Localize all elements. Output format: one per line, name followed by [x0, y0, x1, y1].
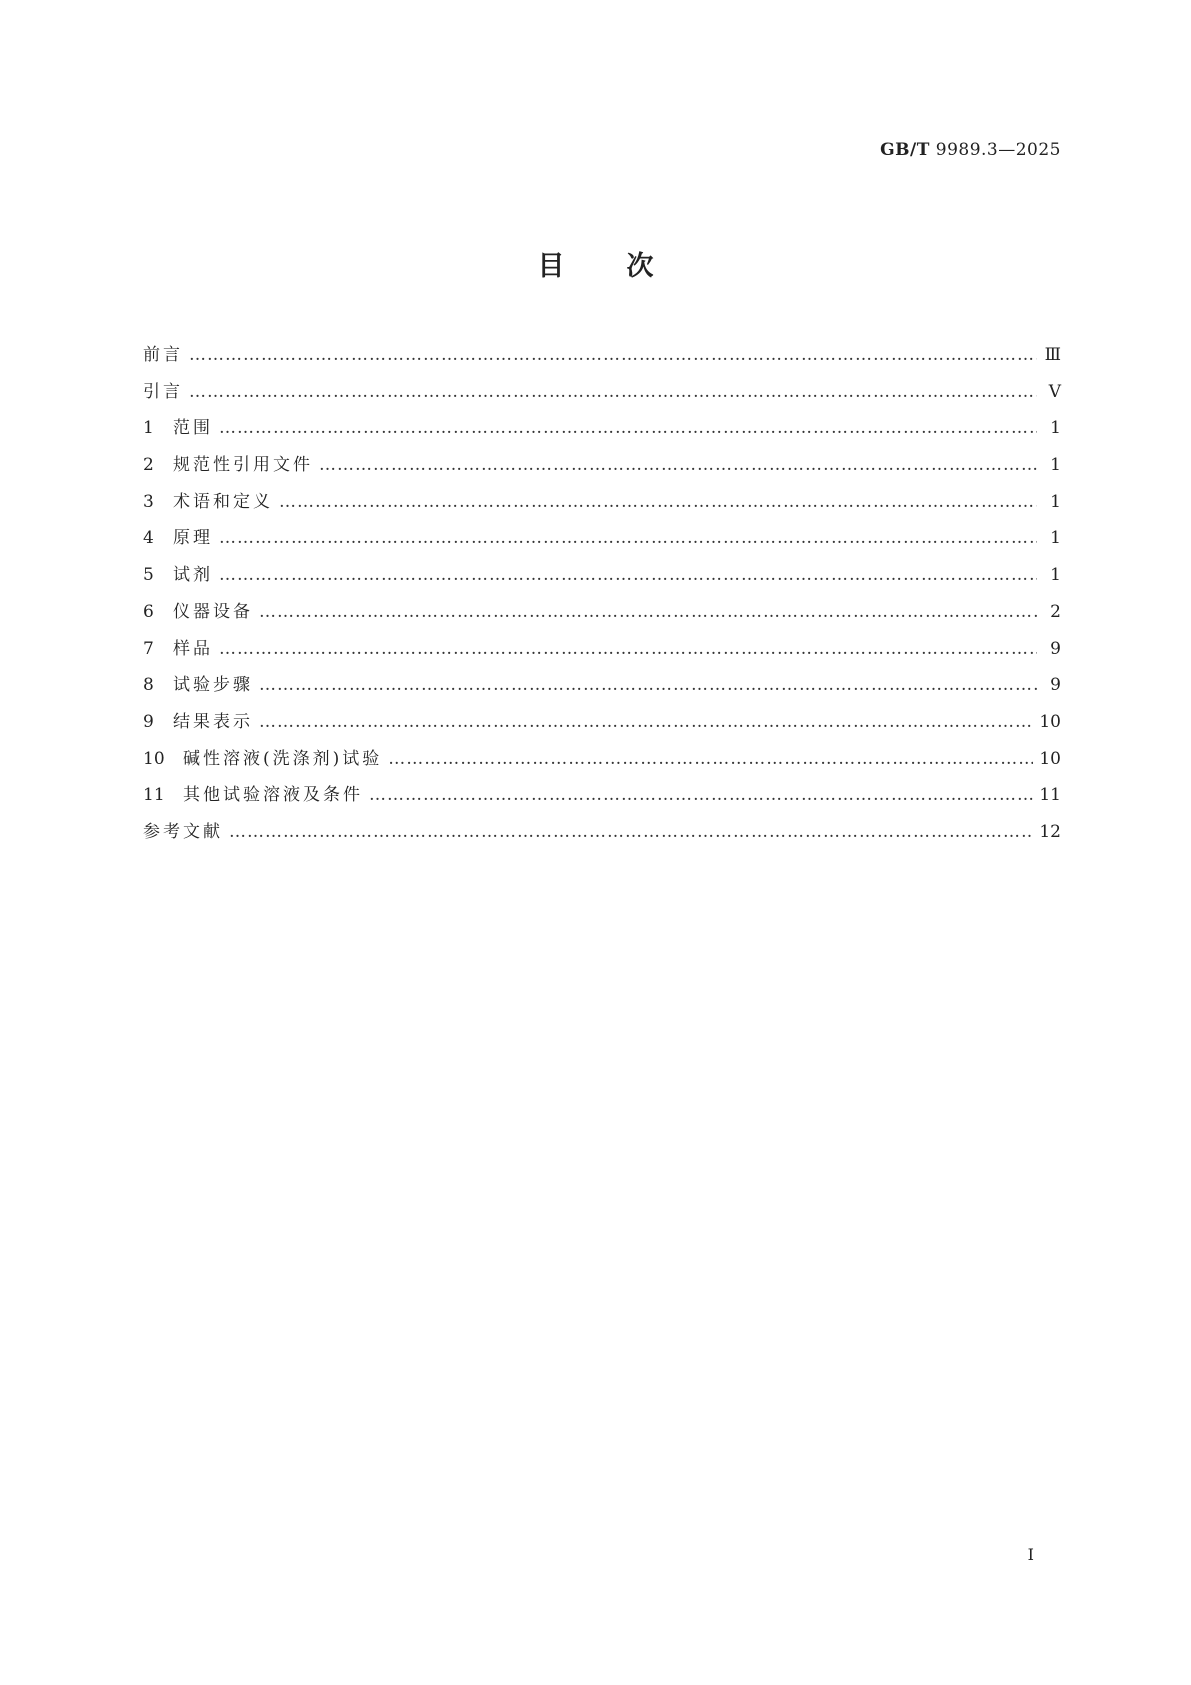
toc-label: 引言 — [143, 381, 183, 402]
leader-dots — [388, 749, 1033, 769]
toc-number: 7 — [143, 638, 154, 659]
leader-dots — [219, 528, 1037, 548]
toc-number: 1 — [143, 418, 154, 439]
toc-page: Ⅲ — [1044, 345, 1061, 365]
toc-page: 12 — [1039, 821, 1061, 842]
toc-page: 10 — [1039, 711, 1061, 732]
toc-number: 2 — [143, 455, 154, 476]
leader-dots — [229, 822, 1033, 842]
toc-entry[interactable] — [143, 377, 1061, 414]
leader-dots — [189, 345, 1037, 365]
toc-entry[interactable] — [143, 780, 1061, 817]
standard-number: 9989.3—2025 — [935, 140, 1061, 160]
table-of-contents — [143, 340, 1061, 854]
toc-label: 原理 — [173, 528, 213, 549]
toc-entry[interactable] — [143, 560, 1061, 597]
toc-label: 范围 — [173, 418, 213, 439]
leader-dots — [259, 675, 1037, 695]
toc-label: 术语和定义 — [173, 491, 273, 512]
toc-page: 1 — [1050, 455, 1061, 476]
toc-page: 1 — [1050, 528, 1061, 549]
toc-entry[interactable] — [143, 744, 1061, 781]
leader-dots — [219, 418, 1037, 438]
toc-page: 9 — [1050, 638, 1061, 659]
toc-entry[interactable] — [143, 523, 1061, 560]
leader-dots — [369, 785, 1033, 805]
toc-label: 试验步骤 — [173, 675, 253, 696]
toc-entry[interactable] — [143, 634, 1061, 671]
toc-page: 1 — [1050, 418, 1061, 439]
toc-label: 碱性溶液(洗涤剂)试验 — [183, 748, 383, 769]
toc-label: 其他试验溶液及条件 — [183, 785, 363, 806]
toc-label: 前言 — [143, 345, 183, 365]
toc-entry[interactable] — [143, 340, 1061, 377]
toc-number: 8 — [143, 675, 154, 696]
document-code — [880, 140, 1061, 160]
standard-prefix: GB/T — [880, 140, 930, 160]
toc-label: 样品 — [173, 638, 213, 659]
toc-page: 11 — [1039, 785, 1061, 806]
toc-label: 仪器设备 — [173, 601, 253, 622]
toc-page: 1 — [1050, 491, 1061, 512]
toc-page: 1 — [1050, 565, 1061, 586]
toc-entry[interactable] — [143, 413, 1061, 450]
leader-dots — [319, 455, 1037, 475]
toc-number: 4 — [143, 528, 154, 549]
toc-number: 3 — [143, 491, 154, 512]
leader-dots — [219, 639, 1037, 659]
toc-label: 试剂 — [173, 565, 213, 586]
leader-dots — [189, 382, 1037, 402]
page-number: Ⅰ — [1027, 1545, 1034, 1564]
toc-number: 11 — [143, 785, 165, 806]
toc-number: 6 — [143, 601, 154, 622]
toc-entry[interactable] — [143, 707, 1061, 744]
toc-entry[interactable] — [143, 487, 1061, 524]
leader-dots — [259, 602, 1037, 622]
toc-page: Ⅴ — [1048, 381, 1061, 402]
toc-number: 9 — [143, 711, 154, 732]
toc-page: 2 — [1050, 601, 1061, 622]
toc-number: 5 — [143, 565, 154, 586]
toc-number: 10 — [143, 748, 165, 769]
page-title: 目次 — [537, 251, 716, 282]
toc-label: 参考文献 — [143, 821, 223, 842]
toc-entry[interactable] — [143, 817, 1061, 854]
toc-entry[interactable] — [143, 597, 1061, 634]
toc-entry[interactable] — [143, 670, 1061, 707]
leader-dots — [219, 565, 1037, 585]
toc-page: 10 — [1039, 748, 1061, 769]
toc-page: 9 — [1050, 675, 1061, 696]
leader-dots — [279, 492, 1037, 512]
leader-dots — [259, 712, 1033, 732]
toc-entry[interactable] — [143, 450, 1061, 487]
toc-label: 结果表示 — [173, 711, 253, 732]
toc-label: 规范性引用文件 — [173, 455, 313, 476]
